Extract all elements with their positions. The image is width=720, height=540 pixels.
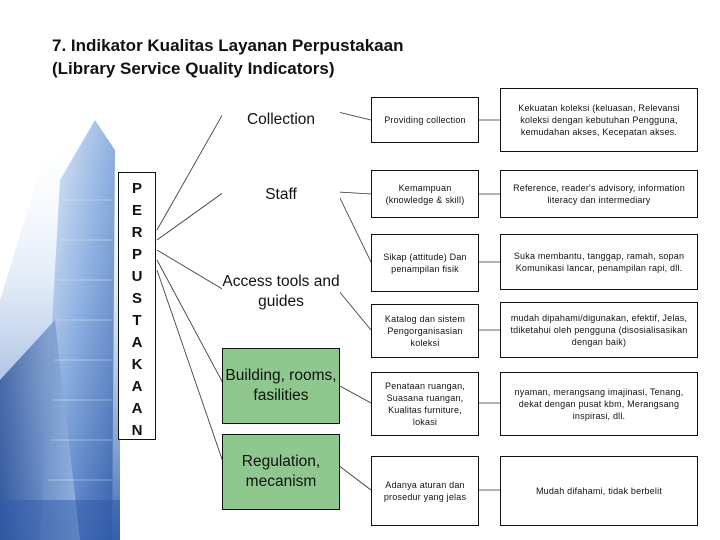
perpustakaan-letter: K <box>131 356 143 373</box>
perpustakaan-letter: T <box>132 312 142 329</box>
indicator-aturan: Adanya aturan dan prosedur yang jelas <box>371 456 479 526</box>
indicator-sikap: Sikap (attitude) Dan penampilan fisik <box>371 234 479 292</box>
perpustakaan-letter: P <box>131 246 142 263</box>
category-regulation: Regulation, mecanism <box>222 434 340 510</box>
detail-mudah-dipahami: mudah dipahami/digunakan, efektif, Jelas, tdiketahui oleh pengguna (disosialisasikan dengan baik) <box>500 302 698 358</box>
indicator-kemampuan: Kemampuan (knowledge & skill) <box>371 170 479 218</box>
category-access-tools: Access tools and guides <box>222 260 340 324</box>
title-line-1: 7. Indikator Kualitas Layanan Perpustakaan <box>52 36 404 55</box>
category-staff: Staff <box>222 172 340 218</box>
indicator-penataan: Penataan ruangan, Suasana ruangan, Kualitas furniture, lokasi <box>371 372 479 436</box>
perpustakaan-letter: A <box>131 400 143 417</box>
slide-title <box>52 34 403 80</box>
category-building: Building, rooms, fasilities <box>222 348 340 424</box>
perpustakaan-letter: P <box>131 180 142 197</box>
category-collection: Collection <box>222 98 340 142</box>
detail-kekuatan-koleksi: Kekuatan koleksi (keluasan, Relevansi koleksi dengan kebutuhan Pengguna, kemudahan akses, Kecepatan akses. <box>500 88 698 152</box>
perpustakaan-letter: R <box>131 224 143 241</box>
perpustakaan-letter: E <box>131 202 142 219</box>
perpustakaan-letter: S <box>131 290 142 307</box>
title-line-2: (Library Service Quality Indicators) <box>52 59 335 78</box>
detail-suka-membantu: Suka membantu, tanggap, ramah, sopan Komunikasi lancar, penampilan rapi, dll. <box>500 234 698 290</box>
perpustakaan-box <box>118 172 156 440</box>
perpustakaan-letter: N <box>131 422 143 439</box>
perpustakaan-letter: A <box>131 334 143 351</box>
indicator-providing-collection: Providing collection <box>371 97 479 143</box>
detail-reference: Reference, reader's advisory, information literacy dan intermediary <box>500 170 698 218</box>
perpustakaan-letter: A <box>131 378 143 395</box>
detail-mudah-difahami: Mudah difahami, tidak berbelit <box>500 456 698 526</box>
perpustakaan-letter: U <box>131 268 143 285</box>
detail-nyaman: nyaman, merangsang imajinasi, Tenang, dekat dengan pusat kbm, Merangsang inspirasi, dll. <box>500 372 698 436</box>
indicator-katalog: Katalog dan sistem Pengorganisasian koleksi <box>371 304 479 358</box>
